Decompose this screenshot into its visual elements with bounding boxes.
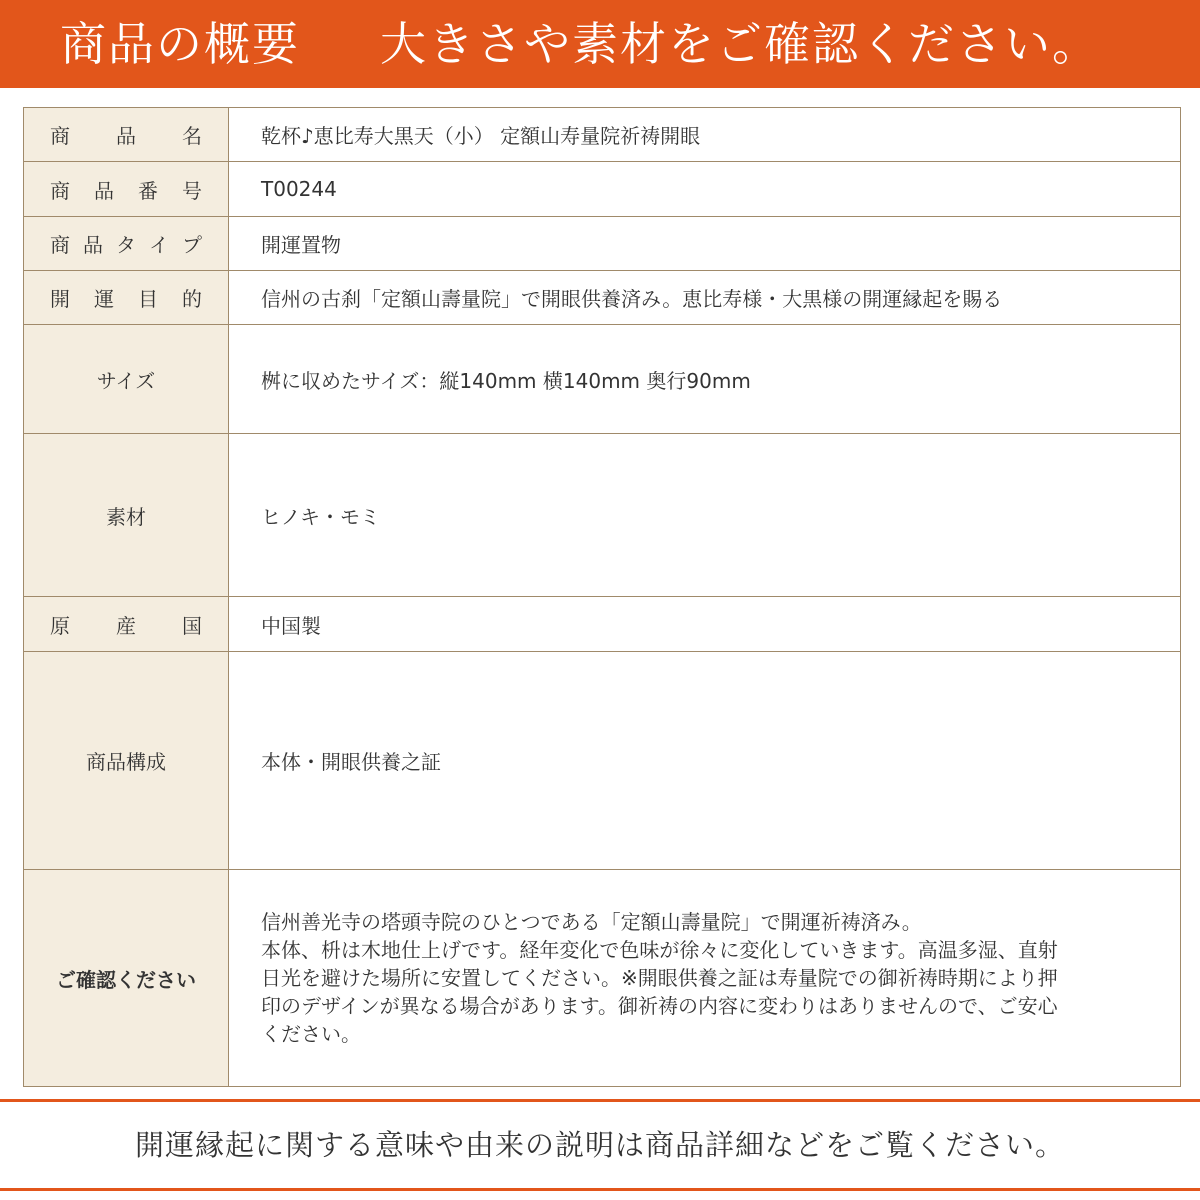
label-product-type: 商 品 タ イ プ: [24, 217, 229, 271]
label-notice: ご確認ください: [24, 870, 229, 1087]
notice-line: 信州善光寺の塔頭寺院のひとつである「定額山壽量院」で開運祈祷済み。: [261, 910, 922, 934]
footer-note: 開運縁起に関する意味や由来の説明は商品詳細などをご覧ください。: [134, 1128, 1065, 1162]
value-size: 桝に収めたサイズ：縦140mm 横140mm 奥行90mm: [229, 325, 1181, 434]
notice-line: ください。: [261, 1022, 361, 1046]
footer-divider-bottom: [0, 1188, 1200, 1191]
row-size: [24, 325, 1181, 434]
row-purpose: [24, 271, 1181, 325]
row-product-type: [24, 217, 1181, 271]
row-product-name: [24, 108, 1181, 162]
value-notice: [229, 870, 1181, 1087]
header-title: 商品の概要: [60, 17, 300, 71]
notice-line: 本体、枡は木地仕上げです。経年変化で色味が徐々に変化していきます。高温多湿、直射: [261, 938, 1058, 962]
header-subtitle: 大きさや素材をご確認ください。: [380, 17, 1100, 71]
value-product-name: 乾杯♪恵比寿大黒天（小） 定額山寿量院祈祷開眼: [229, 108, 1181, 162]
label-purpose: 開 運 目 的: [24, 271, 229, 325]
label-product-name: 商 品 名: [24, 108, 229, 162]
label-size: サイズ: [24, 325, 229, 434]
label-product-number: 商 品 番 号: [24, 162, 229, 217]
value-purpose: 信州の古刹「定額山壽量院」で開眼供養済み。恵比寿様・大黒様の開運縁起を賜る: [229, 271, 1181, 325]
value-contents: 本体・開眼供養之証: [229, 652, 1181, 870]
value-origin: 中国製: [229, 597, 1181, 652]
row-origin: [24, 597, 1181, 652]
value-product-type: 開運置物: [229, 217, 1181, 271]
label-contents: 商品構成: [24, 652, 229, 870]
row-notice: [24, 870, 1181, 1087]
row-contents: [24, 652, 1181, 870]
label-material: 素材: [24, 434, 229, 597]
row-product-number: [24, 162, 1181, 217]
label-origin: 原 産 国: [24, 597, 229, 652]
notice-line: 日光を避けた場所に安置してください。※開眼供養之証は寿量院での御祈祷時期により押: [261, 966, 1058, 990]
spec-table: [23, 107, 1181, 1087]
notice-line: 印のデザインが異なる場合があります。御祈祷の内容に変わりはありませんので、ご安心: [261, 994, 1058, 1018]
value-product-number: T00244: [229, 162, 1181, 217]
header-banner: [0, 0, 1200, 88]
row-material: [24, 434, 1181, 597]
value-material: ヒノキ・モミ: [229, 434, 1181, 597]
